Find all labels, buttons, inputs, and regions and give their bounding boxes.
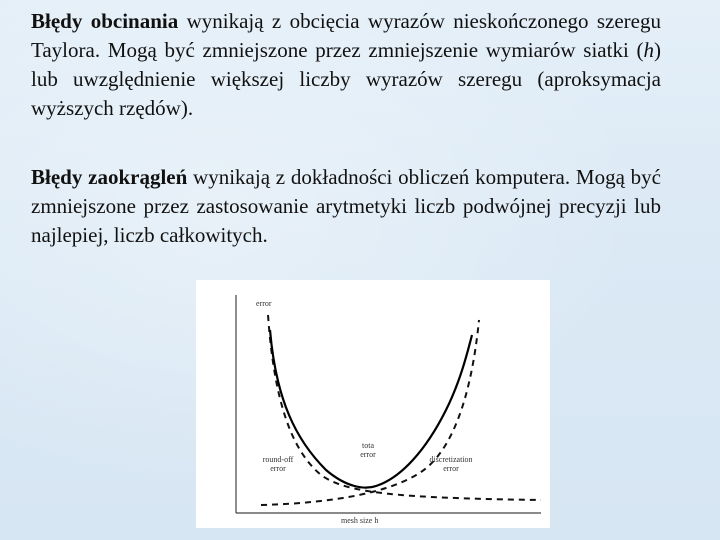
discretization-error-label-1: discretization xyxy=(429,455,473,464)
paragraph-truncation-errors xyxy=(31,7,661,123)
y-axis-label: error xyxy=(256,299,272,308)
round-off-error-curve xyxy=(268,315,541,500)
error-plot xyxy=(196,280,550,528)
paragraph1-text-b: ) lub uwzględnienie większej liczby wyrazów szeregu (aproksymacja wyższych rzędów). xyxy=(31,38,661,120)
round-off-error-label-1: round-off xyxy=(262,455,294,464)
discretization-error-curve xyxy=(261,320,479,505)
total-error-label-1: tota xyxy=(362,441,374,450)
term-truncation-errors: Błędy obcinania xyxy=(31,9,179,33)
x-axis-label: mesh size h xyxy=(341,516,379,525)
paragraph1-text-a: wynikają z obcięcia wyrazów nieskończonego szeregu Taylora. Mogą być zmniejszone przez zmniejszenie wymiarów siatki ( xyxy=(31,9,661,62)
discretization-error-label-2: error xyxy=(443,464,459,473)
error-vs-mesh-size-figure xyxy=(196,280,550,528)
paragraph-rounding-errors xyxy=(31,163,661,250)
round-off-error-label-2: error xyxy=(270,464,286,473)
mesh-size-symbol: h xyxy=(643,38,654,62)
paragraph2-text: wynikają z dokładności obliczeń komputera. Mogą być zmniejszone przez zastosowanie arytmetyki liczb podwójnej precyzji lub najlepiej, liczb całkowitych. xyxy=(31,165,662,247)
total-error-label-2: error xyxy=(360,450,376,459)
term-rounding-errors: Błędy zaokrągleń xyxy=(31,165,188,189)
